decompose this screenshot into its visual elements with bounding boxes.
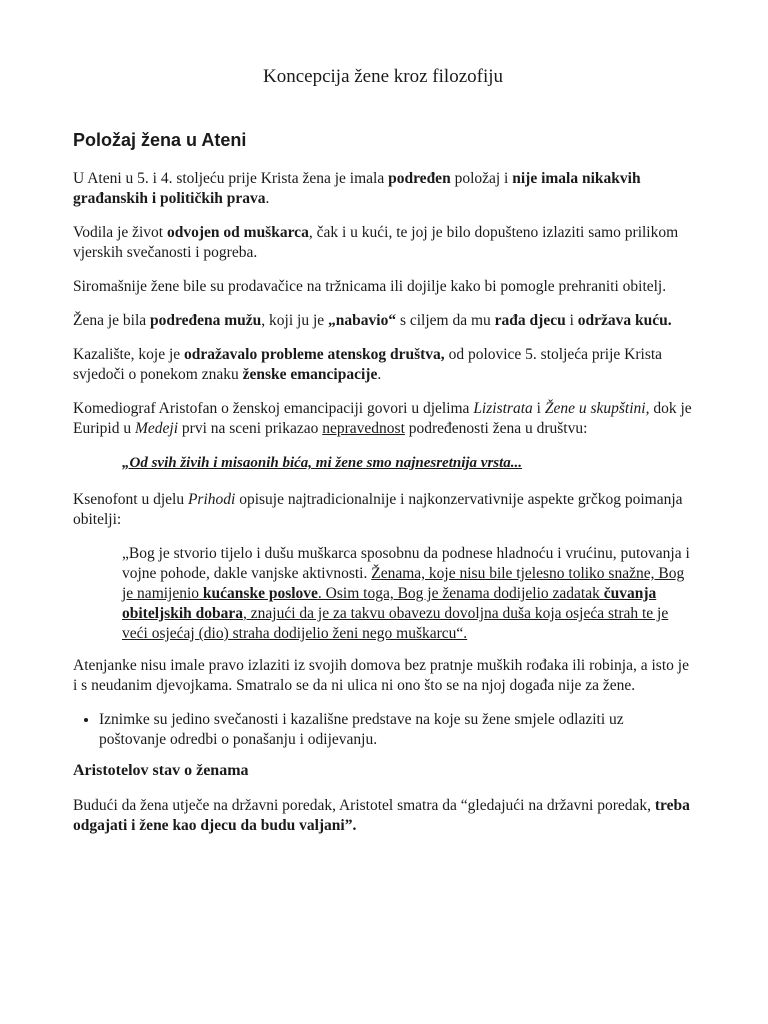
text-span: s ciljem da mu	[396, 312, 495, 329]
text-span: .	[377, 366, 382, 383]
paragraph-1	[73, 169, 693, 209]
section-heading-aristotle: Aristotelov stav o ženama	[73, 762, 249, 779]
text-span: Komediograf Aristofan o ženskoj emancipaciji govori u djelima	[73, 400, 474, 417]
bold-span: održava kuću.	[577, 312, 672, 329]
italic-span: Medeji	[135, 420, 179, 437]
quote-text: „Od svih živih i misaonih bića, mi žene smo najnesretnija vrsta...	[122, 455, 523, 471]
text-span: položaj i	[450, 170, 513, 187]
paragraph-5	[73, 345, 693, 385]
text-span: „Bog je stvorio tijelo i dušu muškarca sposobnu da podnese hladnoću i vrućinu, putovanja i vojne pohode, dakle vanjske aktivnosti.	[122, 545, 690, 582]
text-span: Budući da žena utječe na državni poredak, Aristotel smatra da “gledajući na državni poredak,	[73, 797, 655, 814]
text-span: prvi na sceni prikazao	[178, 420, 323, 437]
paragraph-4	[73, 311, 693, 331]
text-span: , čak i u kući, te joj je bilo dopušteno izlaziti samo prilikom vjerskih svečanosti i pogreba.	[73, 224, 679, 261]
text-span: opisuje najtradicionalnije i najkonzervativnije aspekte grčkog poimanja obitelji:	[73, 491, 683, 528]
italic-span: Lizistrata	[473, 400, 533, 417]
text-span: Ženama, koje nisu bile tjelesno toliko snažne, Bog je namijenio	[122, 565, 685, 602]
text-span: Ksenofont u djelu	[73, 491, 188, 508]
bold-span: kućanske poslove	[202, 585, 318, 602]
text-span: i	[565, 312, 578, 329]
bold-span: čuvanja obiteljskih dobara	[122, 585, 657, 622]
bold-span: podređena mužu	[150, 312, 262, 329]
bold-span: „nabavio“	[328, 312, 397, 329]
text-span: .	[265, 190, 270, 207]
text-span: od polovice 5. stoljeća prije Krista svjedoči o ponekom znaku	[73, 346, 663, 383]
text-span: , znajući da je za takvu obavezu dovoljna duša koja osjeća strah te je veći osjećaj (dio) straha dodijelio ženi nego muškarcu“.	[122, 605, 669, 642]
euripides-quote	[73, 453, 693, 473]
xenophon-quote	[122, 544, 693, 644]
text-span: U Ateni u 5. i 4. stoljeću prije Krista žena je imala	[73, 170, 389, 187]
bold-span: odražavalo probleme atenskog društva,	[184, 346, 445, 363]
italic-span: Žene u skupštini	[544, 400, 646, 417]
bold-span: nije imala nikakvih građanskih i političkih prava	[73, 170, 641, 207]
text-span: i	[532, 400, 545, 417]
bold-span: odvojen od muškarca	[167, 224, 309, 241]
document-page	[73, 66, 693, 850]
bold-span: rađa djecu	[494, 312, 566, 329]
bullet-list	[73, 710, 693, 750]
underlined-span: nepravednost	[322, 420, 405, 437]
bold-span: podređen	[388, 170, 451, 187]
text-span: Vodila je život	[73, 224, 167, 241]
bold-span: treba odgajati i žene kao djecu da budu valjani”.	[73, 797, 690, 834]
text-span: Žena je bila	[73, 312, 151, 329]
paragraph-9	[73, 796, 693, 836]
paragraph-2	[73, 223, 693, 263]
italic-span: Prihodi	[187, 491, 236, 508]
paragraph-8: Atenjanke nisu imale pravo izlaziti iz svojih domova bez pratnje muških rođaka ili robinja, a isto je i s neudanim djevojkama. Smatralo se da ni ulica ni ono što se na njoj događa nije za žene.	[73, 657, 689, 694]
section-heading-athens: Položaj žena u Ateni	[73, 130, 247, 150]
text-span: . Osim toga, Bog je ženama dodijelio zadatak	[317, 585, 604, 602]
list-item: • Iznimke su jedino svečanosti i kazališne predstave na koje su žene smjele odlaziti uz poštovanje odredbi o ponašanju i odijevanju.	[99, 710, 693, 750]
document-title: Koncepcija žene kroz filozofiju	[262, 66, 504, 87]
text-span: Kazalište, koje je	[73, 346, 185, 363]
text-span: , dok je Euripid u	[73, 400, 692, 437]
bold-span: ženske emancipacije	[242, 366, 378, 383]
text-span: , koji ju je	[261, 312, 329, 329]
paragraph-6	[73, 399, 693, 439]
paragraph-7	[73, 490, 693, 530]
paragraph-3: Siromašnije žene bile su prodavačice na tržnicama ili dojilje kako bi pomogle prehraniti obitelj.	[73, 278, 667, 295]
text-span: podređenosti žena u društvu:	[404, 420, 588, 437]
